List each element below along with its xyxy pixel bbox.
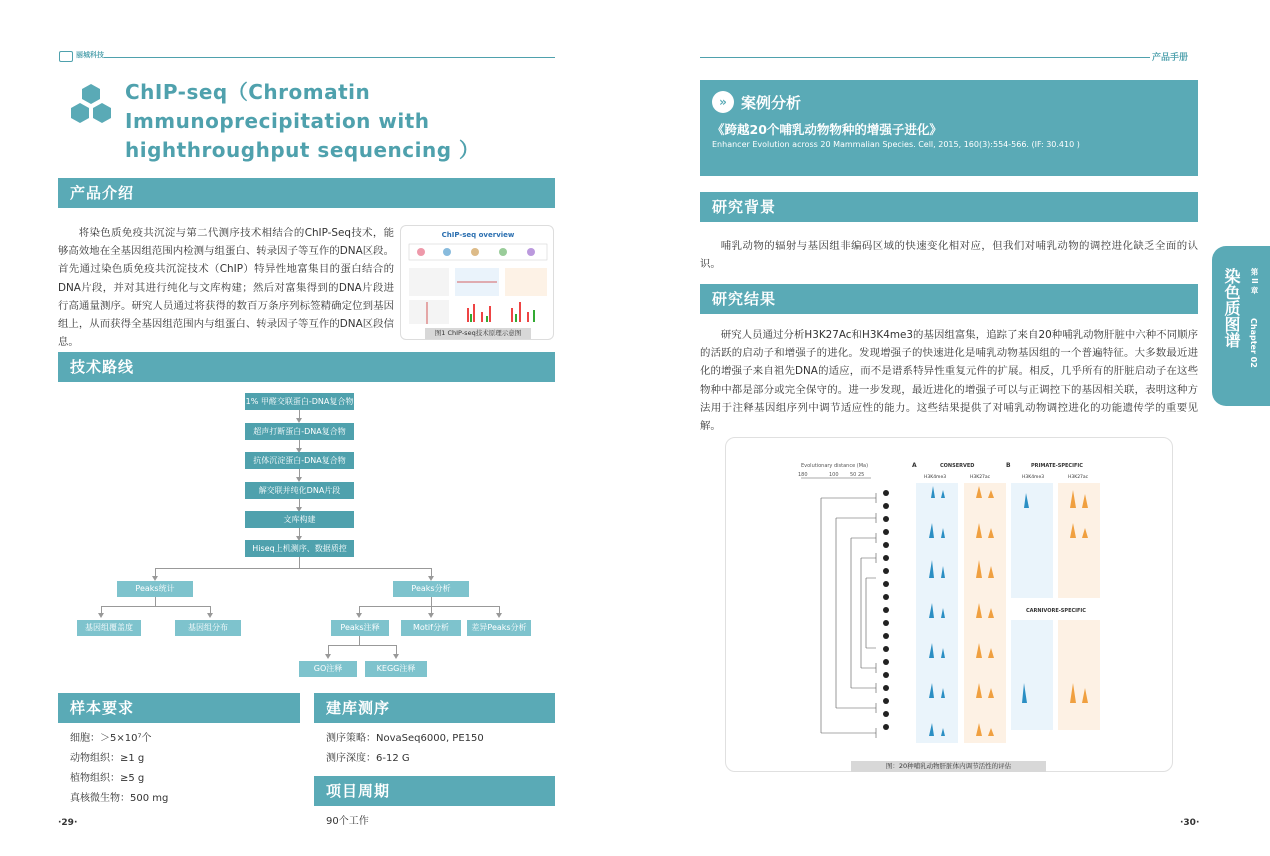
- genome-distribution-box: 基因组分布: [175, 620, 241, 636]
- flow-arrow: [496, 613, 502, 618]
- diff-peaks-box: 差异Peaks分析: [467, 620, 531, 636]
- sample-value: ≥5 g: [120, 773, 145, 784]
- case-box: [700, 80, 1198, 176]
- strategy-row: [326, 729, 484, 744]
- section-results-heading: 研究结果: [700, 284, 1198, 314]
- fig-label-b: B: [1006, 462, 1011, 469]
- kegg-annotation-box: KEGG注释: [365, 661, 427, 677]
- fig-h3k4-a: H3K4me3: [924, 475, 947, 480]
- sample-label: 真核微生物：: [70, 793, 130, 804]
- header-rule-left: [104, 57, 555, 58]
- sample-item: [70, 789, 168, 804]
- page-number-right: ·30·: [1180, 818, 1200, 828]
- fig-h3k27-b: H3K27ac: [1068, 475, 1089, 480]
- flow-connector: [431, 597, 432, 606]
- flow-arrow: [428, 613, 434, 618]
- depth-row: [326, 749, 410, 764]
- header-rule-right: [700, 57, 1150, 58]
- case-heading: 案例分析: [741, 94, 802, 112]
- sample-value: ＞5×10⁷个: [100, 733, 152, 744]
- strategy-value: NovaSeq6000, PE150: [376, 733, 484, 744]
- sample-item: [70, 749, 144, 764]
- chevron-right-icon: »: [712, 91, 734, 113]
- flow-arrow: [207, 613, 213, 618]
- flow-connector: [328, 645, 396, 646]
- title-line-3: highthroughput sequencing ）: [125, 138, 480, 162]
- title-line-2: Immunoprecipitation with: [125, 109, 430, 133]
- fig-label-a: A: [912, 462, 917, 469]
- flow-step-6: Hiseq上机测序、数据质控: [245, 540, 354, 557]
- fig-primate: PRIMATE-SPECIFIC: [1031, 463, 1083, 469]
- case-citation: Enhancer Evolution across 20 Mammalian Species. Cell, 2015, 160(3):554-566. (IF: 30.410 ): [712, 140, 1080, 149]
- fig-h3k4-b: H3K4me3: [1022, 475, 1045, 480]
- flow-connector: [359, 606, 499, 607]
- fig-tick: 100: [829, 472, 839, 478]
- sample-label: 动物组织：: [70, 753, 120, 764]
- cycle-value: 90个工作: [326, 816, 369, 827]
- section-intro-heading: 产品介绍: [58, 178, 555, 208]
- section-sample-heading: 样本要求: [58, 693, 300, 723]
- flow-arrow: [98, 613, 104, 618]
- fig-carnivore: CARNIVORE-SPECIFIC: [1026, 608, 1086, 614]
- flow-connector: [101, 606, 210, 607]
- flow-connector: [299, 557, 300, 568]
- fig-evo-label: Evolutionary distance (Ma): [801, 463, 869, 469]
- page-title: [125, 78, 565, 165]
- background-paragraph: 哺乳动物的辐射与基因组非编码区域的快速变化相对应，但我们对哺乳动物的调控进化缺乏全面的认识。: [700, 240, 1198, 271]
- fig-conserved: CONSERVED: [940, 463, 975, 469]
- sample-item: [70, 769, 144, 784]
- section-cycle-heading: 项目周期: [314, 776, 555, 806]
- header-right-title: 产品手册: [1152, 53, 1189, 63]
- page-number-left: ·29·: [58, 818, 78, 828]
- results-figure-caption: 图：20种哺乳动物肝脏体内调节活性的评估: [851, 761, 1046, 772]
- branch-peaks-stat: Peaks统计: [117, 581, 193, 597]
- sample-label: 植物组织：: [70, 773, 120, 784]
- intro-paragraph: 将染色质免疫共沉淀与第二代测序技术相结合的ChIP-Seq技术，能够高效地在全基因组范围内检测与组蛋白、转录因子等互作的DNA区段。首先通过染色质免疫共沉淀技术（ChIP）特异性地富集目的蛋白结合的DNA片段，并对其进行纯化与文库构建；然后对富集得到的DNA片段进行高通量测序。研究人员通过将获得的数百万条序列标签精确定位到基因组上，从而获得全基因组范围内与组蛋白、转录因子等互作的DNA区段信息。: [58, 227, 394, 349]
- flow-step-1: 1% 甲醛交联蛋白-DNA复合物: [245, 393, 354, 410]
- fig-tick: 180: [798, 472, 808, 478]
- fig-tick: 50 25: [850, 472, 865, 478]
- flow-step-3: 抗体沉淀蛋白-DNA复合物: [245, 452, 354, 469]
- chapter-tab: [1212, 246, 1270, 406]
- sample-label: 细胞：: [70, 733, 100, 744]
- logo-text: 丽城科技: [76, 51, 104, 59]
- flow-connector: [155, 597, 156, 606]
- flow-step-5: 文库构建: [245, 511, 354, 528]
- chapter-prefix: 第 II 章: [1250, 268, 1259, 294]
- fig-h3k27-a: H3K27ac: [970, 475, 991, 480]
- figure-title: ChIP-seq overview: [441, 231, 515, 239]
- results-figure: [725, 437, 1173, 772]
- go-annotation-box: GO注释: [299, 661, 357, 677]
- title-line-1: ChIP-seq（Chromatin: [125, 80, 371, 104]
- depth-value: 6-12 G: [376, 753, 410, 764]
- chapter-en: Chapter 02: [1249, 318, 1258, 368]
- motif-analysis-box: Motif分析: [401, 620, 461, 636]
- case-title: 《跨越20个哺乳动物物种的增强子进化》: [712, 122, 942, 137]
- depth-label: 测序深度：: [326, 753, 376, 764]
- flow-step-4: 解交联并纯化DNA片段: [245, 482, 354, 499]
- section-library-heading: 建库测序: [314, 693, 555, 723]
- flow-arrow: [393, 654, 399, 659]
- flow-connector: [359, 636, 360, 645]
- branch-peaks-analysis: Peaks分析: [393, 581, 469, 597]
- sample-value: 500 mg: [130, 793, 169, 804]
- flow-arrow: [356, 613, 362, 618]
- peaks-annotation-box: Peaks注释: [331, 620, 389, 636]
- intro-figure-caption: 图1 ChIP-seq技术原理示意图: [425, 328, 531, 339]
- flow-step-2: 超声打断蛋白-DNA复合物: [245, 423, 354, 440]
- sample-item: [70, 729, 151, 744]
- strategy-label: 测序策略：: [326, 733, 376, 744]
- tree-and-tracks: [726, 438, 1174, 758]
- hexagon-icon: [68, 82, 114, 126]
- results-paragraph: 研究人员通过分析H3K27Ac和H3K4me3的基因组富集，追踪了来自20种哺乳动物肝脏中六种不同顺序的活跃的启动子和增强子的进化。发现增强子的快速进化是哺乳动物基因组的一个普遍特征。大多数最近进化的增强子来自祖先DNA的适应，而不是谱系特异性重复元件的扩展。相反，几乎所有的肝脏启动子在这些物种中都是部分或完全保守的。进一步发现，最近进化的增强子可以与正调控下的基因相关联，表明这种方法用于注释基因组序列中调节适应性的能力。这些结果提供了对哺乳动物调控进化的功能遗传学的重要见解。: [700, 329, 1198, 433]
- logo-icon: [59, 51, 73, 62]
- section-background-heading: 研究背景: [700, 192, 1198, 222]
- section-tech-heading: 技术路线: [58, 352, 555, 382]
- chipseq-overview-figure: [400, 225, 554, 340]
- overview-diagram: [407, 242, 549, 326]
- genome-coverage-box: 基因组覆盖度: [77, 620, 141, 636]
- flow-arrow: [325, 654, 331, 659]
- sample-value: ≥1 g: [120, 753, 145, 764]
- chapter-title-cn: 染色质图谱: [1222, 268, 1241, 348]
- flow-connector: [155, 568, 431, 569]
